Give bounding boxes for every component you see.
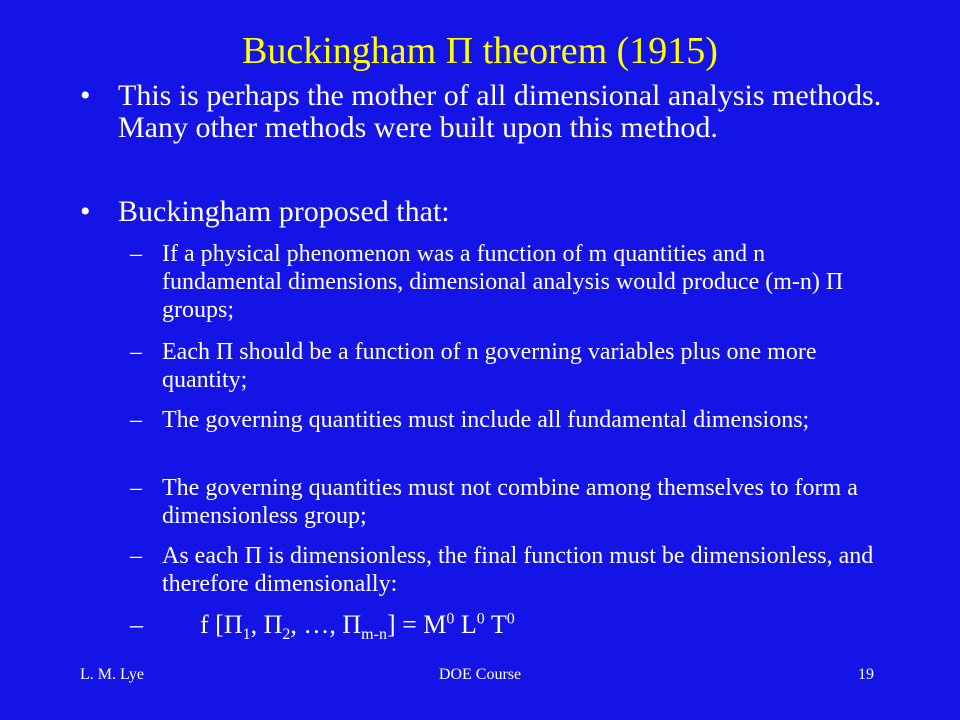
sub-bullet-text: The governing quantities must include all fundamental dimensions; xyxy=(162,407,810,433)
sub-bullet-marker: – xyxy=(130,241,142,267)
sub-bullet-item xyxy=(130,474,890,530)
pi-symbol: Π xyxy=(342,610,362,639)
sub-bullet-item xyxy=(130,406,890,434)
exponent-l: 0 xyxy=(476,610,485,628)
subscript-1: 1 xyxy=(242,626,251,644)
formula xyxy=(130,610,515,644)
subscript-m-n: m-n xyxy=(361,626,387,644)
bullet-text: This is perhaps the mother of all dimensional analysis methods. Many other methods were built upon this method. xyxy=(118,79,882,144)
footer-author: L. M. Lye xyxy=(80,666,144,683)
sub-bullet-item xyxy=(130,240,890,324)
sub-bullet-marker: – xyxy=(130,475,142,501)
exponent-t: 0 xyxy=(506,610,515,628)
exponent-m: 0 xyxy=(446,610,455,628)
formula-ellipsis: , …, xyxy=(290,610,343,639)
subscript-2: 2 xyxy=(282,626,291,644)
sub-bullet-text: As each Π is dimensionless, the final function must be dimensionless, and therefore dimensionally: xyxy=(162,543,874,597)
sub-bullet-marker: – xyxy=(130,543,142,569)
sub-bullet-item xyxy=(130,542,890,598)
formula-middle: ] = M xyxy=(386,610,447,639)
sub-bullet-text: The governing quantities must not combine among themselves to form a dimensionless group; xyxy=(162,475,858,529)
sub-bullet-text: If a physical phenomenon was a function of m quantities and n fundamental dimensions, dimensional analysis would produce (m-n) Π groups; xyxy=(162,241,844,323)
bullet-item xyxy=(80,80,910,144)
sub-bullet-text: Each Π should be a function of n governing variables plus one more quantity; xyxy=(162,339,817,393)
bullet-marker: • xyxy=(80,195,91,228)
footer-course: DOE Course xyxy=(438,666,522,683)
bullet-marker: • xyxy=(80,79,91,112)
sub-bullet-marker: – xyxy=(130,339,142,365)
formula-t: T xyxy=(484,610,507,639)
sub-bullet-item xyxy=(130,338,890,394)
pi-symbol: Π xyxy=(263,610,283,639)
formula-marker: – xyxy=(130,610,143,639)
pi-symbol: Π xyxy=(223,610,243,639)
footer-page-number: 19 xyxy=(858,666,874,683)
sub-bullet-marker: – xyxy=(130,407,142,433)
bullet-text: Buckingham proposed that: xyxy=(118,195,450,228)
formula-separator: , xyxy=(250,610,264,639)
formula-prefix: f [ xyxy=(200,610,224,639)
bullet-item xyxy=(80,196,910,228)
formula-l: L xyxy=(454,610,477,639)
slide-title: Buckingham Π theorem (1915) xyxy=(242,30,718,72)
